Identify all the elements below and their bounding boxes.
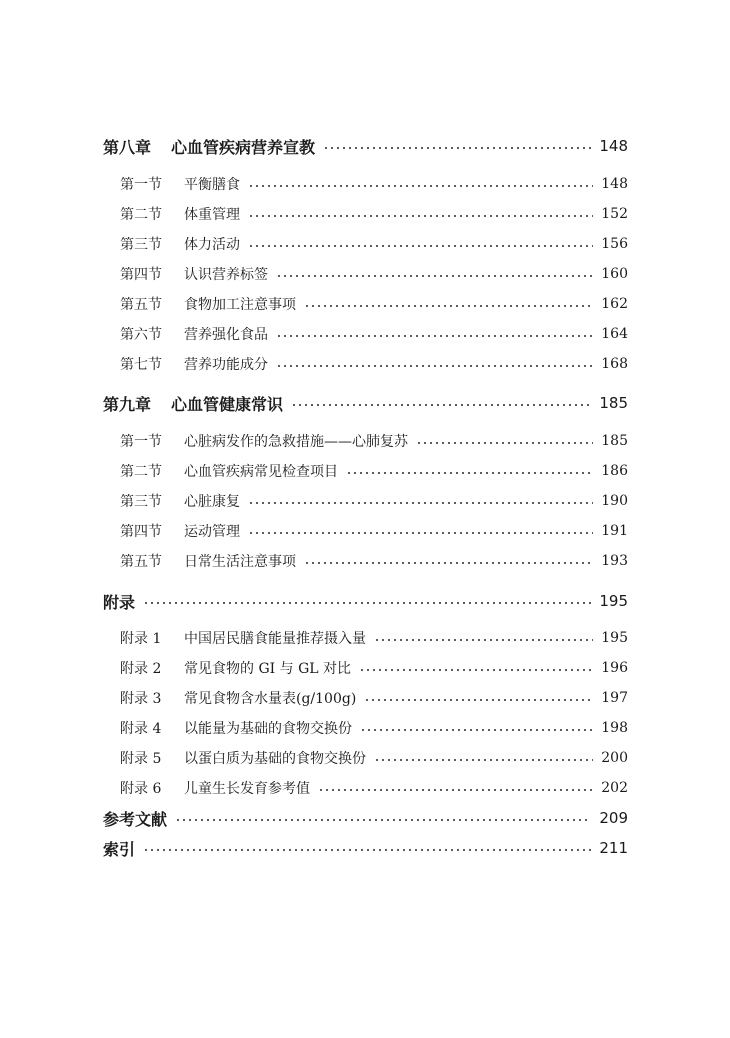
dot-leader (416, 442, 593, 444)
appendix-title: 中国居民膳食能量推荐摄入量 (184, 631, 366, 647)
toc-section-row (120, 459, 628, 483)
page-number: 185 (601, 433, 628, 449)
page-number: 162 (601, 296, 628, 312)
page-number: 211 (599, 839, 628, 857)
appendix-number: 附录 3 (120, 691, 162, 707)
dot-leader (276, 365, 593, 367)
section-number: 第三节 (120, 494, 162, 510)
section-title: 营养功能成分 (184, 357, 268, 373)
toc-section-row (120, 519, 628, 543)
toc-chapter-row (103, 806, 628, 830)
toc-appendix-row (120, 716, 628, 740)
chapter-title: 索引 (103, 839, 136, 859)
dot-leader (175, 819, 591, 821)
chapter-number: 第八章 (103, 137, 152, 157)
dot-leader (248, 215, 593, 217)
page-number: 195 (601, 630, 628, 646)
page-number: 186 (601, 463, 628, 479)
section-number: 第五节 (120, 297, 162, 313)
dot-leader (276, 275, 593, 277)
dot-leader (374, 639, 593, 641)
dot-leader (248, 532, 593, 534)
appendix-number: 附录 2 (120, 661, 162, 677)
dot-leader (359, 669, 593, 671)
chapter-title: 附录 (103, 592, 136, 612)
page-number: 195 (599, 592, 628, 610)
section-number: 第三节 (120, 237, 162, 253)
dot-leader (374, 759, 593, 761)
appendix-number: 附录 6 (120, 781, 162, 797)
toc-section-row (120, 322, 628, 346)
dot-leader (318, 789, 593, 791)
section-title: 运动管理 (184, 524, 240, 540)
section-title: 认识营养标签 (184, 267, 268, 283)
toc-section-row (120, 549, 628, 573)
dot-leader (360, 729, 593, 731)
chapter-title: 心血管疾病营养宣教 (171, 137, 316, 157)
section-title: 平衡膳食 (184, 177, 240, 193)
appendix-number: 附录 4 (120, 721, 162, 737)
toc-appendix-row (120, 626, 628, 650)
dot-leader (323, 147, 591, 149)
chapter-title: 心血管健康常识 (171, 394, 284, 414)
section-title: 心血管疾病常见检查项目 (184, 464, 338, 480)
toc-section-row (120, 232, 628, 256)
chapter-title: 参考文献 (103, 809, 168, 829)
page-number: 160 (601, 266, 628, 282)
toc-section-row (120, 202, 628, 226)
appendix-number: 附录 1 (120, 631, 162, 647)
section-number: 第四节 (120, 267, 162, 283)
section-number: 第一节 (120, 434, 162, 450)
dot-leader (248, 502, 593, 504)
page-number: 198 (601, 720, 628, 736)
section-title: 营养强化食品 (184, 327, 268, 343)
toc-chapter-row (103, 836, 628, 860)
dot-leader (304, 305, 593, 307)
section-number: 第四节 (120, 524, 162, 540)
section-number: 第二节 (120, 464, 162, 480)
section-title: 心脏病发作的急救措施——心肺复苏 (184, 434, 408, 450)
toc-appendix-row (120, 656, 628, 680)
toc-appendix-row (120, 686, 628, 710)
dot-leader (143, 849, 591, 851)
dot-leader (143, 602, 591, 604)
page-number: 190 (601, 493, 628, 509)
dot-leader (304, 562, 593, 564)
page-number: 148 (601, 176, 628, 192)
dot-leader (346, 472, 593, 474)
appendix-title: 常见食物含水量表(g/100g) (184, 691, 357, 707)
toc-section-row (120, 262, 628, 286)
toc-appendix-row (120, 776, 628, 800)
page-number: 164 (601, 326, 628, 342)
section-number: 第五节 (120, 554, 162, 570)
section-number: 第七节 (120, 357, 162, 373)
appendix-title: 以能量为基础的食物交换份 (184, 721, 352, 737)
toc-appendix-row (120, 746, 628, 770)
page-number: 202 (601, 780, 628, 796)
section-title: 体重管理 (184, 207, 240, 223)
page-number: 168 (601, 356, 628, 372)
section-number: 第六节 (120, 327, 162, 343)
appendix-title: 以蛋白质为基础的食物交换份 (184, 751, 366, 767)
page-number: 152 (601, 206, 628, 222)
page-number: 200 (601, 750, 628, 766)
toc-section-row (120, 429, 628, 453)
page-number: 191 (601, 523, 628, 539)
toc-section-row (120, 172, 628, 196)
dot-leader (248, 185, 593, 187)
page-number: 193 (601, 553, 628, 569)
section-title: 心脏康复 (184, 494, 240, 510)
section-title: 体力活动 (184, 237, 240, 253)
appendix-title: 儿童生长发育参考值 (184, 781, 310, 797)
toc-section-row (120, 352, 628, 376)
toc-section-row (120, 292, 628, 316)
page-number: 156 (601, 236, 628, 252)
dot-leader (276, 335, 593, 337)
chapter-number: 第九章 (103, 394, 152, 414)
toc-chapter-row (103, 391, 628, 415)
section-title: 食物加工注意事项 (184, 297, 296, 313)
dot-leader (291, 404, 591, 406)
dot-leader (248, 245, 593, 247)
section-title: 日常生活注意事项 (184, 554, 296, 570)
section-number: 第二节 (120, 207, 162, 223)
appendix-title: 常见食物的 GI 与 GL 对比 (184, 661, 351, 677)
page-number: 209 (599, 809, 628, 827)
page-number: 197 (601, 690, 628, 706)
toc-section-row (120, 489, 628, 513)
page-number: 185 (599, 394, 628, 412)
toc-chapter-row (103, 589, 628, 613)
page-number: 148 (599, 137, 628, 155)
appendix-number: 附录 5 (120, 751, 162, 767)
section-number: 第一节 (120, 177, 162, 193)
page-number: 196 (601, 660, 628, 676)
toc-chapter-row (103, 134, 628, 158)
dot-leader (364, 699, 593, 701)
